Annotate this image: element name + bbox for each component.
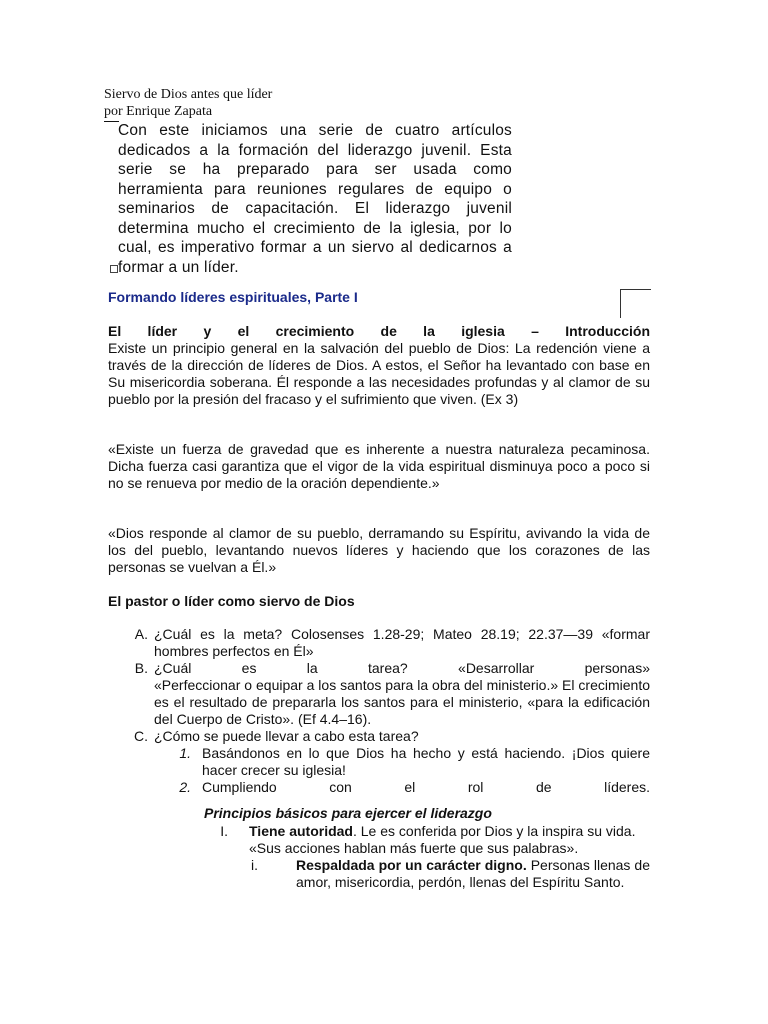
principle-text: Personas llenas de amor, misericordia, perdón, llenas del Espíritu Santo. [296,857,651,890]
corner-frame [620,289,651,318]
principle-text: . Le es conferida por Dios y la inspira su vida. [352,823,636,839]
list-item [108,823,650,840]
document-title: Siervo de Dios antes que líder [104,87,273,102]
list-item [108,626,650,660]
list-text-line: Cumpliendo con el rol de líderes. [202,779,650,795]
list-text: ¿Cuál es la meta? Colosenses 1.28-29; Mateo 28.19; 22.37—39 «formar hombres perfectos en Él» [154,626,650,659]
list-marker: C. [134,728,148,744]
list-text [154,660,650,728]
principle-quote: «Sus acciones hablan más fuerte que sus palabras». [249,840,579,856]
list-text-rest: «Perfeccionar o equipar a los santos para la obra del ministerio.» El crecimiento es el resultado de prepararla los santos para el ministerio, «para la edificación del Cuerpo de Cristo». (Ef 4.4–16). [154,677,650,727]
list-item [108,728,650,745]
checkbox-icon [110,265,118,273]
tasks-list [108,626,650,891]
list-text: Basándonos en lo que Dios ha hecho y está haciendo. ¡Dios quiere hacer crecer su iglesia! [202,745,650,778]
pastor-heading: El pastor o líder como siervo de Dios [108,593,355,609]
list-marker: 2. [179,779,191,795]
list-marker: A. [134,626,148,642]
list-marker: B. [134,660,148,676]
quote-1: «Existe un fuerza de gravedad que es inherente a nuestra naturaleza pecaminosa. Dicha fuerza casi garantiza que el vigor de la vida espiritual disminuya poco a poco si no se renueva por medio de la oración dependiente.» [108,441,650,491]
intro-section [108,323,650,408]
list-text [202,779,650,796]
list-item [108,857,650,891]
intro-body: Existe un principio general en la salvación del pueblo de Dios: La redención viene a través de la dirección de líderes de Dios. A estos, el Señor ha levantado con base en Su misericordia soberana. Él responde a las necesidades profundas y al clamor de su pueblo por la presión del fracaso y el sufrimiento que viven. (Ex 3) [108,340,650,407]
list-text [249,823,650,840]
list-marker: 1. [179,745,191,761]
list-item [108,745,650,779]
list-item [108,779,650,796]
quote-2: «Dios responde al clamor de su pueblo, derramando su Espíritu, avivando la vida de los del pueblo, levantando nuevos líderes y haciendo que los corazones de las personas se vuelvan a Él.» [108,525,650,575]
intro-paragraph: Con este iniciamos una serie de cuatro artículos dedicados a la formación del liderazgo juvenil. Esta serie se ha preparado para ser usada como herramienta para reuniones regulares de equipo o seminarios de capacitación. El liderazgo juvenil determina mucho el crecimiento de la iglesia, por lo cual, es imperativo formar a un siervo al dedicarnos a formar a un líder. [118,122,512,276]
principles-heading: Principios básicos para ejercer el liderazgo [204,805,492,821]
intro-heading: El líder y el crecimiento de la iglesia – Introducción [108,323,650,339]
section-title: Formando líderes espirituales, Parte I [108,289,358,305]
document-author: por Enrique Zapata [104,104,213,119]
principle-bold: Respaldada por un carácter digno. [296,857,527,873]
list-text-line: ¿Cuál es la tarea? «Desarrollar personas» [154,660,650,676]
author-underline [104,121,119,122]
list-marker: i. [251,857,258,873]
list-marker: I. [220,823,228,839]
list-item [108,660,650,728]
list-text [296,857,650,891]
list-text: ¿Cómo se puede llevar a cabo esta tarea? [154,728,419,744]
list-item [108,840,650,857]
principle-bold: Tiene autoridad [249,823,353,839]
